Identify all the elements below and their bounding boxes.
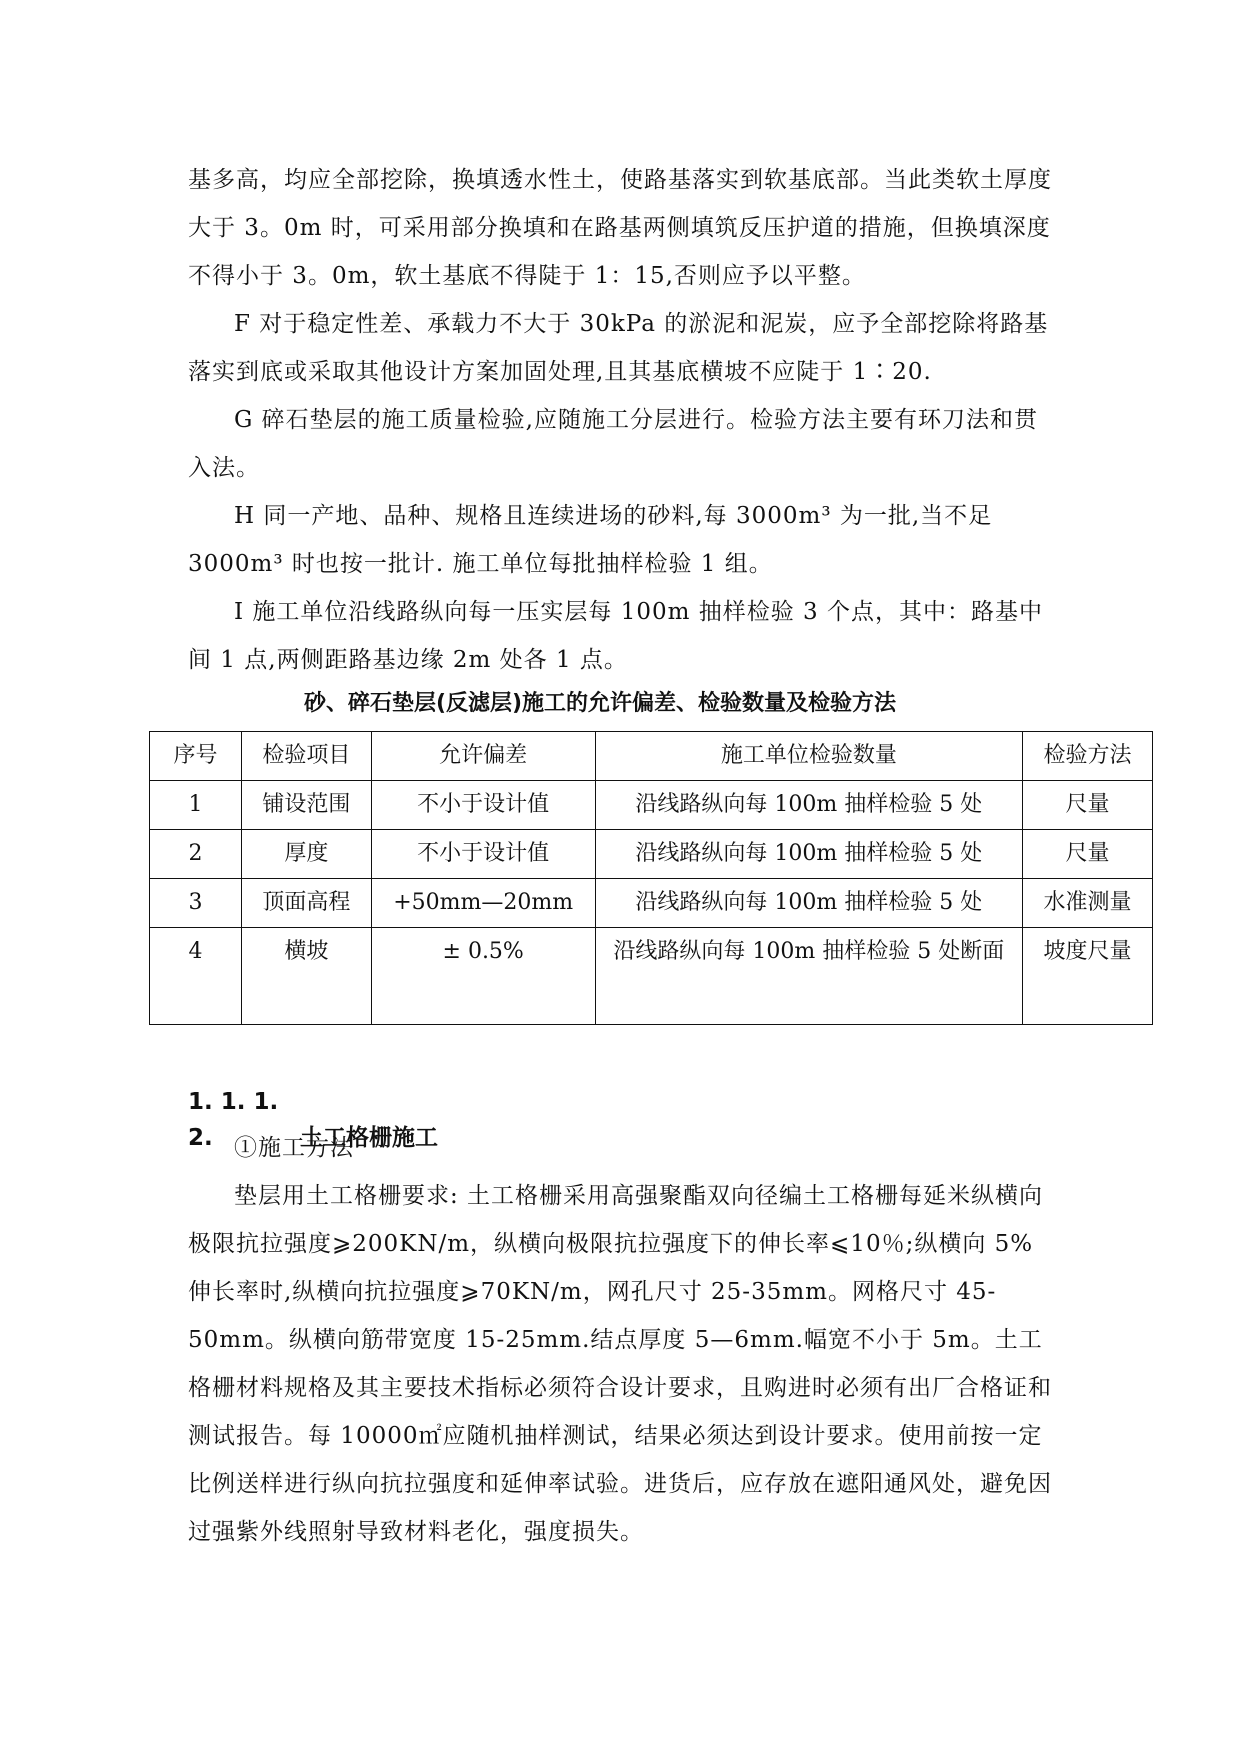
table-row <box>150 879 1153 928</box>
table-cell: 沿线路纵向每 100m 抽样检验 5 处 <box>595 879 1023 928</box>
table-cell: +50mm—20mm <box>371 879 595 928</box>
table-cell: 3 <box>150 879 242 928</box>
table-row <box>150 781 1153 830</box>
table-cell: 不小于设计值 <box>371 781 595 830</box>
table-cell: 沿线路纵向每 100m 抽样检验 5 处断面 <box>595 928 1023 1025</box>
table-cell: 横坡 <box>241 928 371 1025</box>
paragraph-h: H 同一产地、品种、规格且连续进场的砂料,每 3000m³ 为一批,当不足 3000m³ 时也按一批计. 施工单位每批抽样检验 1 组。 <box>188 503 993 577</box>
table-header-cell: 检验方法 <box>1023 732 1153 781</box>
paragraph-geogrid: 垫层用土工格栅要求: 土工格栅采用高强聚酯双向径编土工格栅每延米纵横向极限抗拉强度⩾200KN/m，纵横向极限抗拉强度下的伸长率⩽10％;纵横向 5%伸长率时,纵横向抗拉强度⩾70KN/m，网孔尺寸 25-35mm。网格尺寸 45-50mm。纵横向筋带宽度 15-25mm.结点厚度 5—6mm.幅宽不小于 5m。土工格栅材料规格及其主要技术指标必须符合设计要求，且购进时必须有出厂合格证和测试报告。每 10000㎡应随机抽样测试，结果必须达到设计要求。使用前按一定比例送样进行纵向抗拉强度和延伸率试验。进货后，应存放在遮阳通风处，避免因过强紫外线照射导致材料老化，强度损失。 <box>188 1183 1052 1545</box>
table-cell: 1 <box>150 781 242 830</box>
table-header-cell: 允许偏差 <box>371 732 595 781</box>
table-cell: 厚度 <box>241 830 371 879</box>
inspection-table <box>149 731 1153 1025</box>
table-header-cell: 序号 <box>150 732 242 781</box>
table-cell: 尺量 <box>1023 830 1153 879</box>
table-cell: 铺设范围 <box>241 781 371 830</box>
table-header-row <box>150 732 1153 781</box>
section-title: 土工格栅施工 <box>300 1125 438 1151</box>
paragraph-f: F 对于稳定性差、承载力不大于 30kPa 的淤泥和泥炭，应予全部挖除将路基落实到底或采取其他设计方案加固处理,且其基底横坡不应陡于 1∶20. <box>188 311 1049 385</box>
table-cell: 2 <box>150 830 242 879</box>
table-cell: ± 0.5% <box>371 928 595 1025</box>
table-cell: 坡度尺量 <box>1023 928 1153 1025</box>
table-row <box>150 830 1153 879</box>
table-header-cell: 施工单位检验数量 <box>595 732 1023 781</box>
paragraph-soft-soil: 基多高，均应全部挖除，换填透水性土，使路基落实到软基底部。当此类软土厚度大于 3。0m 时，可采用部分换填和在路基两侧填筑反压护道的措施，但换填深度不得小于 3。0m，软土基底不得陡于 1：15,否则应予以平整。 <box>188 167 1052 289</box>
table-cell: 不小于设计值 <box>371 830 595 879</box>
table-row <box>150 928 1153 1025</box>
table-caption: 砂、碎石垫层(反滤层)施工的允许偏差、检验数量及检验方法 <box>303 691 897 716</box>
table-cell: 沿线路纵向每 100m 抽样检验 5 处 <box>595 830 1023 879</box>
paragraph-g: G 碎石垫层的施工质量检验,应随施工分层进行。检验方法主要有环刀法和贯入法。 <box>188 407 1038 481</box>
table-cell: 4 <box>150 928 242 1025</box>
section-number: 1. 1. 1. 2. <box>188 1089 279 1151</box>
table-cell: 沿线路纵向每 100m 抽样检验 5 处 <box>595 781 1023 830</box>
table-cell: 尺量 <box>1023 781 1153 830</box>
table-cell: 顶面高程 <box>241 879 371 928</box>
table-header-cell: 检验项目 <box>241 732 371 781</box>
paragraph-i: I 施工单位沿线路纵向每一压实层每 100m 抽样检验 3 个点，其中：路基中间 1 点,两侧距路基边缘 2m 处各 1 点。 <box>188 599 1043 673</box>
table-cell: 水准测量 <box>1023 879 1153 928</box>
subsection-label: ①施工方法 <box>234 1135 354 1161</box>
